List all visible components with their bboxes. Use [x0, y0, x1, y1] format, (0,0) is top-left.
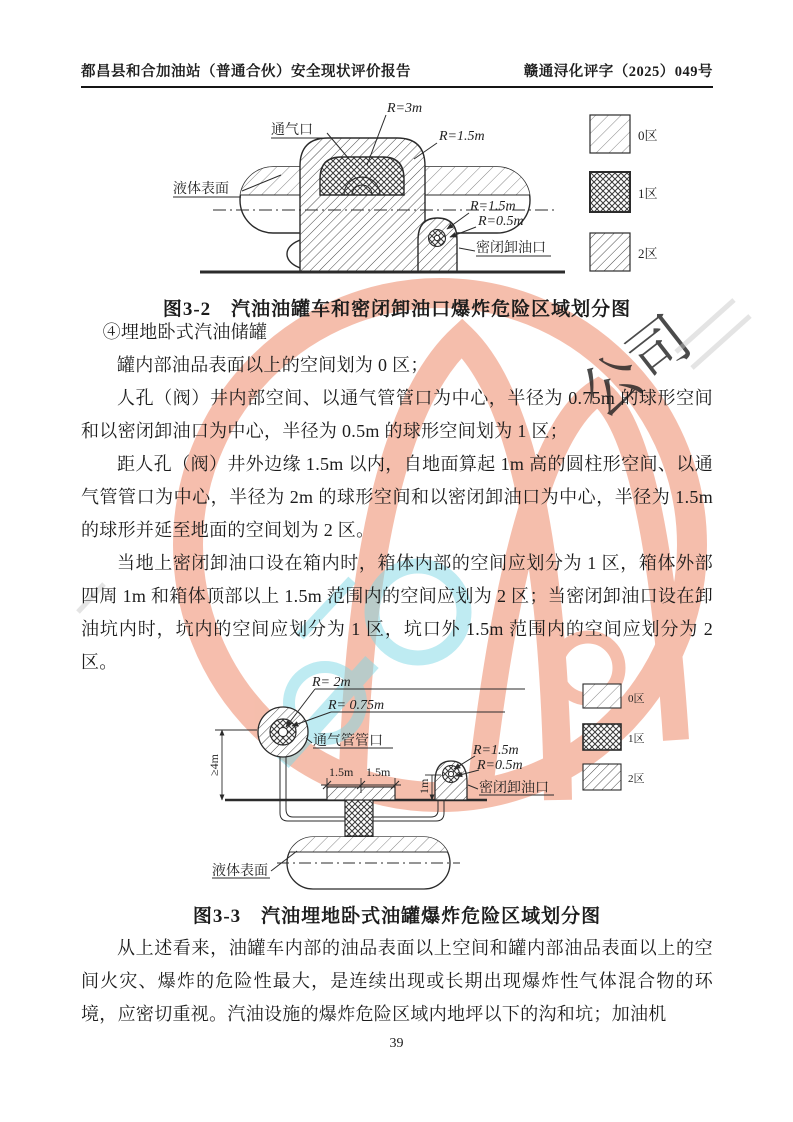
- label-r075m: R= 0.75m: [328, 698, 385, 713]
- paragraph-zone2: 距人孔（阀）井外边缘 1.5m 以内，自地面算起 1m 高的圆柱形空间、以通气管管口为中心，半径为 2m 的球形空间和以密闭卸油口为中心，半径为 1.5m 的球形并延至地面的空间划为 2 区。: [81, 454, 713, 540]
- zone1-vent-dome: [320, 157, 404, 195]
- zone1-manhole-shaft: [345, 800, 373, 836]
- label-r3m: R=3m: [387, 101, 423, 116]
- label-15m-left: 1.5m: [329, 765, 354, 779]
- legend-swatch-zone2: [583, 764, 621, 790]
- label-vent-pipe-mouth: 通气管管口: [313, 734, 383, 749]
- label-vent-port: 通气口: [271, 123, 313, 138]
- label-1m: 1m: [417, 778, 431, 794]
- closing-text-block: [81, 932, 713, 1031]
- figure-3-3-buried-tank-diagram: [85, 672, 717, 897]
- label-r15m-right: R=1.5m: [470, 199, 516, 214]
- legend-label-zone1: 1区: [638, 186, 658, 201]
- legend-swatch-zone1: [583, 724, 621, 750]
- figure-3-2-tank-truck-diagram: [81, 95, 713, 287]
- item-heading-4: ④埋地卧式汽油储罐: [102, 322, 268, 342]
- paragraph-conclusion: 从上述看来，油罐车内部的油品表面以上空间和罐内部油品表面以上的空间火灾、爆炸的危险性最大，是连续出现或长期出现爆炸性气体混合物的环境，应密切重视。汽油设施的爆炸危险区域内地坪以下的沟和坑；加油机: [81, 938, 713, 1024]
- label-r15m: R=1.5m: [473, 743, 519, 758]
- legend-label-zone1: 1区: [628, 733, 645, 745]
- paragraph-zone0: 罐内部油品表面以上的空间划为 0 区；: [117, 355, 429, 375]
- header-report-title: 都昌县和合加油站（普通合伙）安全现状评价报告: [81, 64, 411, 80]
- legend-label-zone0: 0区: [628, 693, 645, 705]
- legend-label-zone0: 0区: [638, 128, 658, 143]
- watermark-company-text: 公司: [568, 304, 704, 431]
- label-r15m-top: R=1.5m: [439, 129, 485, 144]
- label-r2m: R= 2m: [312, 675, 351, 690]
- legend-label-zone2: 2区: [638, 246, 658, 261]
- zone0-vapor-strip: [287, 837, 450, 852]
- label-15m-right: 1.5m: [366, 765, 391, 779]
- page-number: 39: [389, 1036, 404, 1051]
- figure-3-2-caption: 图3-2 汽油油罐车和密闭卸油口爆炸危险区域划分图: [162, 299, 632, 320]
- legend-swatch-zone2: [590, 233, 630, 271]
- header-doc-number: 赣通浔化评字（2025）049号: [523, 64, 713, 80]
- label-r05m: R=0.5m: [477, 758, 523, 773]
- label-sealed-unload-port: 密闭卸油口: [479, 781, 549, 796]
- legend-swatch-zone0: [590, 115, 630, 153]
- header-rule: [81, 86, 713, 88]
- paragraph-unload-box: 当地上密闭卸油口设在箱内时，箱体内部的空间应划分为 1 区，箱体外部四周 1m 和箱体顶部以上 1.5m 范围内的空间应划为 2 区；当密闭卸油口设在卸油坑内时，坑内的空间应划分为 1 区，坑口外 1.5m 范围内的空间应划分为 2 区。: [81, 553, 713, 672]
- legend-label-zone2: 2区: [628, 773, 645, 785]
- label-sealed-unload-port: 密闭卸油口: [476, 241, 546, 256]
- body-text-block: [81, 316, 713, 679]
- label-ge4m: ≥4m: [207, 754, 221, 776]
- label-liquid-surface: 液体表面: [212, 864, 268, 879]
- paragraph-zone1: 人孔（阀）井内部空间、以通气管管口为中心，半径为 0.75m 的球形空间和以密闭卸油口为中心，半径为 0.5m 的球形空间划为 1 区；: [81, 388, 713, 441]
- legend-swatch-zone0: [583, 684, 621, 708]
- label-r05m: R=0.5m: [478, 214, 524, 229]
- figure-3-3-caption: 图3-3 汽油埋地卧式油罐爆炸危险区域划分图: [192, 906, 602, 927]
- label-liquid-surface: 液体表面: [173, 182, 229, 197]
- legend-swatch-zone1: [590, 172, 630, 212]
